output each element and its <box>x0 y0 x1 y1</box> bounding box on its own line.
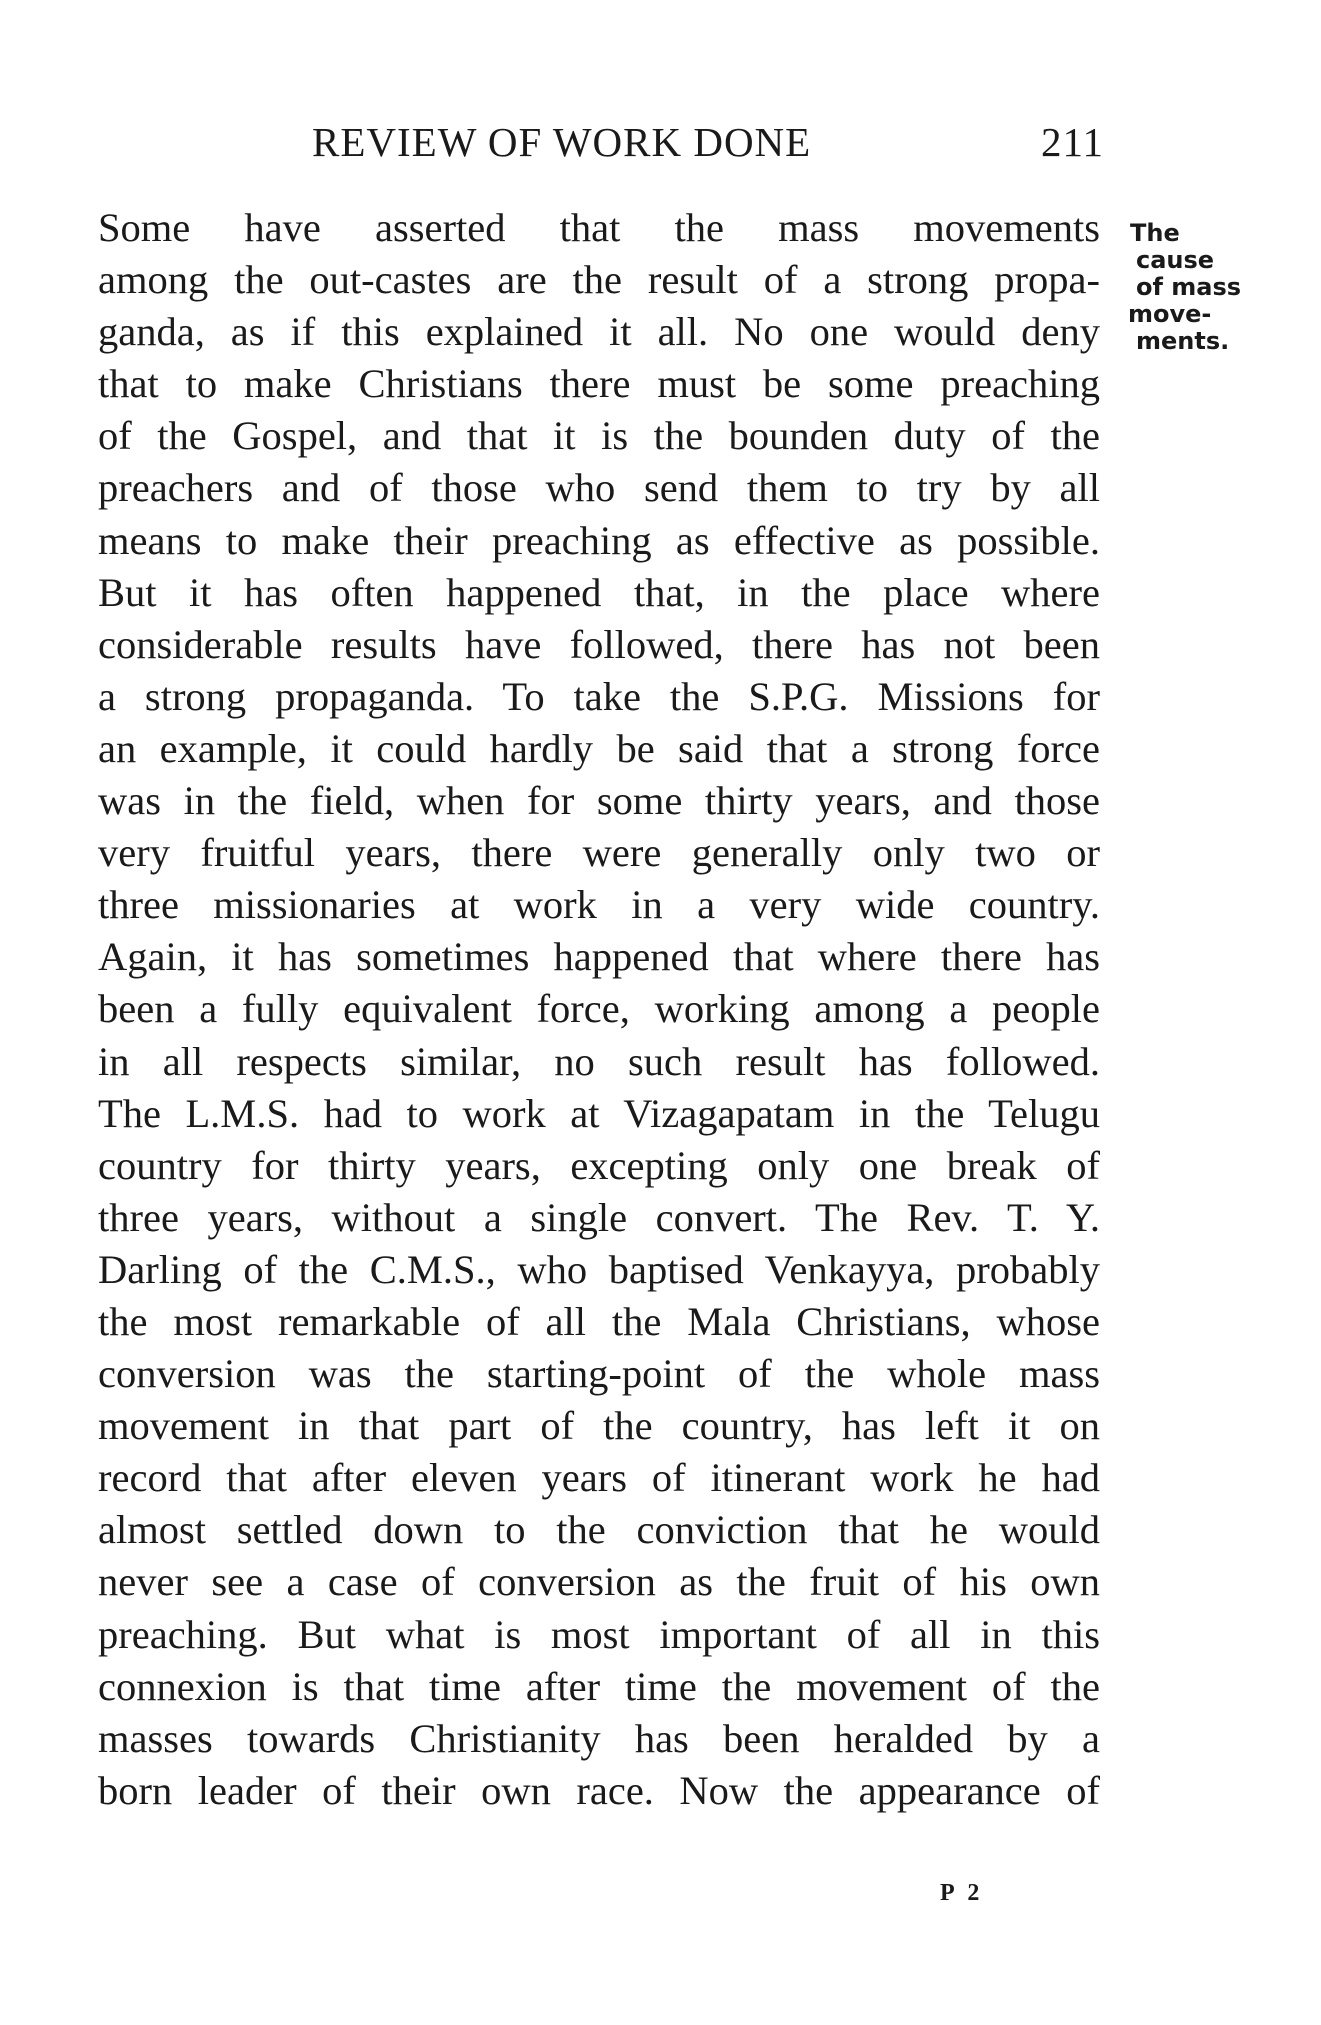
page-header <box>100 118 1104 178</box>
margin-note-line: of mass <box>1136 273 1242 301</box>
text-line: among the out-castes are the result of a strong propa- <box>98 257 1100 303</box>
text-line: a strong propaganda. To take the S.P.G. Missions for <box>98 673 1100 719</box>
text-line: an example, it could hardly be said that a strong force <box>98 725 1100 771</box>
text-line: was in the field, when for some thirty years, and those <box>98 778 1100 824</box>
text-line: means to make their preaching as effective as possible. <box>98 517 1100 563</box>
text-line: the most remarkable of all the Mala Christians, whose <box>98 1298 1100 1344</box>
margin-note <box>1122 220 1321 355</box>
margin-note-line: The <box>1130 219 1180 247</box>
text-line: born leader of their own race. Now the appearance of <box>98 1767 1100 1813</box>
text-line: But it has often happened that, in the place where <box>98 569 1100 615</box>
text-line: ganda, as if this explained it all. No one would deny <box>98 309 1100 355</box>
text-line: three missionaries at work in a very wide country. <box>98 882 1100 928</box>
text-line: conversion was the starting-point of the whole mass <box>98 1351 1100 1397</box>
text-line: connexion is that time after time the movement of the <box>98 1663 1100 1709</box>
text-line: preaching. But what is most important of all in this <box>98 1611 1100 1657</box>
text-line: Some have asserted that the mass movements <box>98 205 1100 250</box>
text-line: considerable results have followed, there has not been <box>98 621 1100 667</box>
text-line: three years, without a single convert. The Rev. T. Y. <box>98 1194 1100 1240</box>
text-line: of the Gospel, and that it is the bounden duty of the <box>98 413 1100 459</box>
text-line: Darling of the C.M.S., who baptised Venkayya, probably <box>98 1246 1100 1292</box>
text-line: never see a case of conversion as the fruit of his own <box>98 1559 1100 1605</box>
text-line: The L.M.S. had to work at Vizagapatam in the Telugu <box>98 1090 1100 1136</box>
margin-note-line: move- <box>1128 300 1212 328</box>
text-line: that to make Christians there must be some preaching <box>98 361 1100 407</box>
text-line: in all respects similar, no such result has followed. <box>98 1038 1100 1084</box>
text-line: been a fully equivalent force, working among a people <box>98 986 1100 1032</box>
body-text <box>98 202 1100 1817</box>
text-line: almost settled down to the conviction that he would <box>98 1507 1100 1553</box>
text-line: record that after eleven years of itinerant work he had <box>98 1455 1100 1501</box>
margin-note-line: ments. <box>1136 327 1230 355</box>
text-line: very fruitful years, there were generally only two or <box>98 830 1100 876</box>
signature-mark: P 2 <box>940 1880 984 1906</box>
text-line: Again, it has sometimes happened that where there has <box>98 934 1100 980</box>
text-line: preachers and of those who send them to try by all <box>98 465 1100 511</box>
text-line: country for thirty years, excepting only one break of <box>98 1142 1100 1188</box>
running-head: REVIEW OF WORK DONE <box>312 119 812 165</box>
margin-note-line: cause <box>1136 246 1215 274</box>
page-number: 211 <box>1041 119 1104 165</box>
text-line: movement in that part of the country, has left it on <box>98 1403 1100 1449</box>
text-line: masses towards Christianity has been heralded by a <box>98 1715 1100 1761</box>
